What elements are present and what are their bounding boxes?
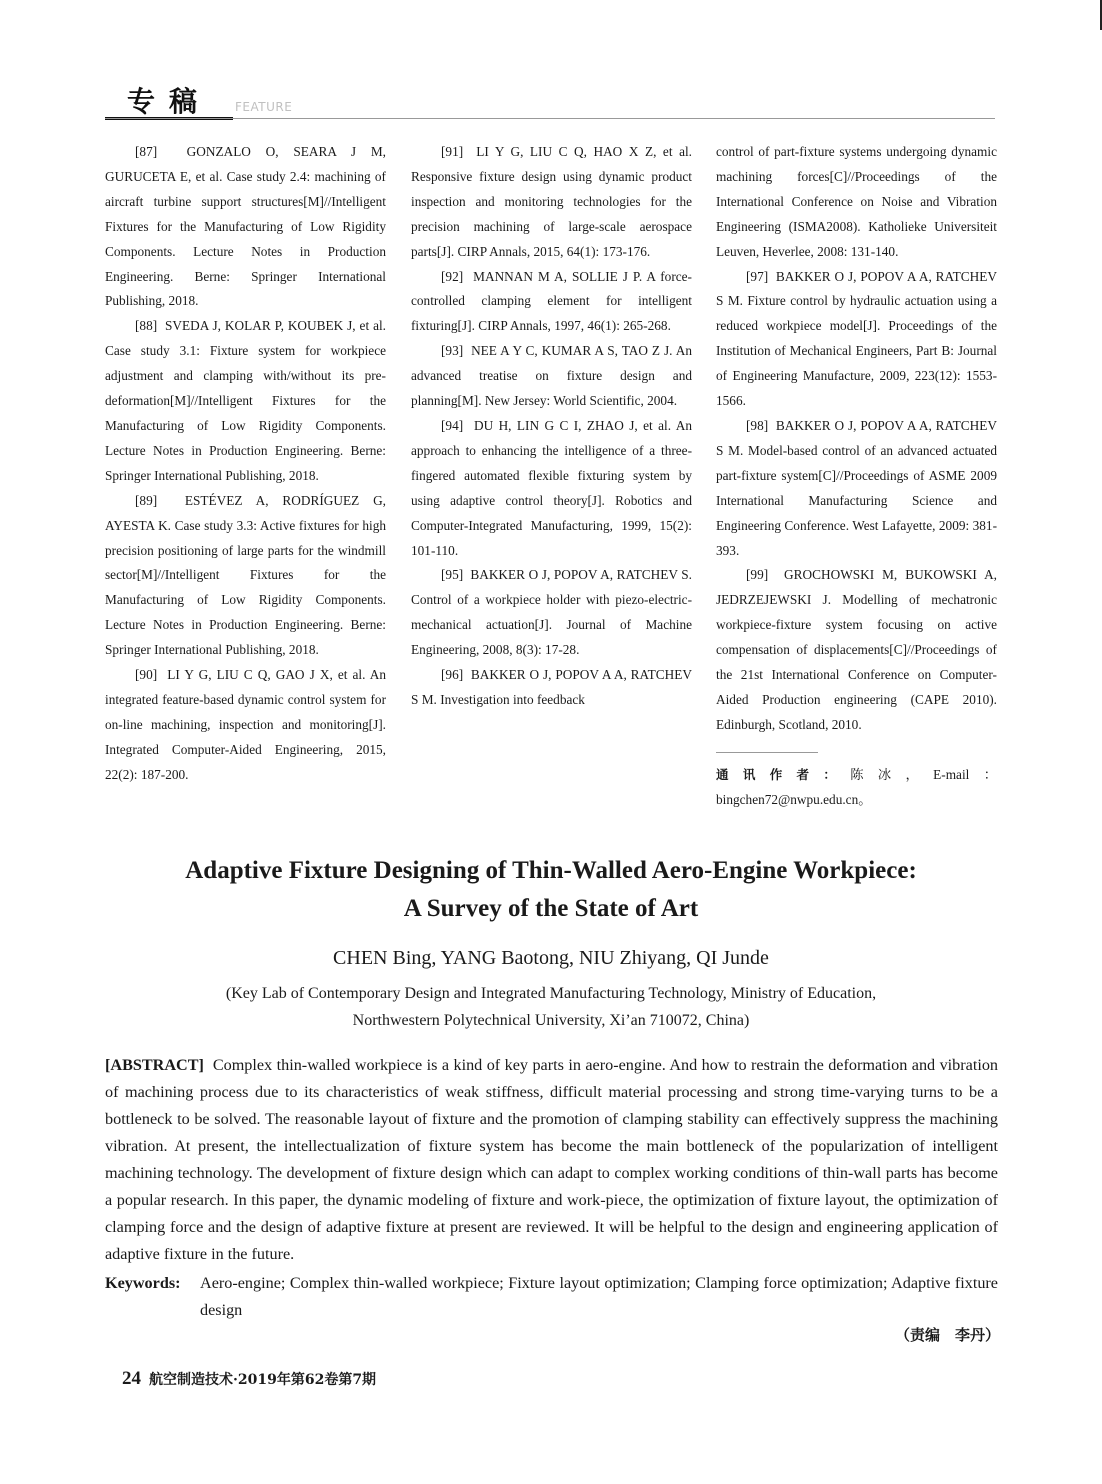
reference-item: [98] BAKKER O J, POPOV A A, RATCHEV S M. Model-based control of an advanced actuated part-fixture system[C]//Proceedings of ASME 2009 International Manufacturing Science and Engineering Conference. West Lafayette, 2009: 381-393. (716, 417, 997, 558)
reference-continuation: control of part-fixture systems undergoing dynamic machining forces[C]//Proceedings of the International Conference on Noise and Vibration Engineering (ISMA2008). Katholieke Universiteit Leuven, Heverlee, 2008: 131-140. (716, 144, 997, 259)
reference-item: [95] BAKKER O J, POPOV A, RATCHEV S. Control of a workpiece holder with piezo-electric-mechanical actuation[J]. Journal of Machine Engineering, 2008, 8(3): 17-28. (411, 567, 692, 658)
corresponding-author: 通讯作者：陈冰，E-mail：bingchen72@nwpu.edu.cn。 (716, 766, 997, 807)
references-column-1 (105, 140, 386, 788)
references-column-3 (716, 140, 997, 813)
footnote-separator (716, 752, 818, 753)
keywords-text: Aero-engine; Complex thin-walled workpiece; Fixture layout optimization; Clamping force optimization; Adaptive fixture design (200, 1274, 998, 1319)
section-title-cn: 专稿 (127, 85, 212, 118)
journal-info: 航空制造技术·2019年第62卷第7期 (149, 1372, 377, 1388)
header-rule (105, 118, 995, 119)
abstract-text: Complex thin-walled workpiece is a kind of key parts in aero-engine. And how to restrain the deformation and vibration of machining process due to its characteristics of weak stiffness, difficult material processing and strong time-varying turns to be a bottleneck to be solved. The reasonable layout of fixture and the promotion of clamping stability can effectively suppress the machining vibration. At present, the intellectualization of fixture system has become the main bottleneck of the popularization of intelligent machining technology. The development of fixture design which can adapt to complex working conditions of thin-wall parts has become a popular research. In this paper, the dynamic modeling of fixture and work-piece, the optimization of fixture layout, the optimization of clamping force and the design of adaptive fixture at present are reviewed. It will be helpful to the design and engineering application of adaptive fixture in the future. (105, 1056, 999, 1263)
english-abstract (105, 1052, 998, 1268)
section-title-en: FEATURE (235, 100, 293, 114)
english-keywords (105, 1270, 998, 1324)
reference-item: [87] GONZALO O, SEARA J M, GURUCETA E, et al. Case study 2.4: machining of aircraft turbine support structures[M]//Intelligent Fixtures for the Manufacturing of Low Rigidity Components. Lecture Notes in Production Engineering. Berne: Springer International Publishing, 2018. (105, 144, 386, 309)
page-footer (122, 1368, 376, 1390)
page-number: 24 (122, 1368, 141, 1389)
reference-item: [96] BAKKER O J, POPOV A A, RATCHEV S M. Investigation into feedback (411, 667, 692, 707)
reference-item: [93] NEE A Y C, KUMAR A S, TAO Z J. An advanced treatise on fixture design and planning[M]. New Jersey: World Scientific, 2004. (411, 343, 692, 409)
english-title: Adaptive Fixture Designing of Thin-Walled Aero-Engine Workpiece: A Survey of the State of Art (185, 857, 917, 922)
reference-item: [89] ESTÉVEZ A, RODRÍGUEZ G, AYESTA K. Case study 3.3: Active fixtures for high precision positioning of large parts for the windmill sector[M]//Intelligent Fixtures for the Manufacturing of Low Rigidity Components. Lecture Notes in Production Engineering. Berne: Springer International Publishing, 2018. (105, 492, 386, 658)
references-column-2 (411, 140, 692, 713)
english-authors: CHEN Bing, YANG Baotong, NIU Zhiyang, QI Junde (333, 947, 769, 969)
reference-item: [94] DU H, LIN G C I, ZHAO J, et al. An approach to enhancing the intelligence of a three-fingered automated flexible fixturing system by using adaptive control theory[J]. Robotics and Computer-Integrated Manufacturing, 1999, 15(2): 101-110. (411, 417, 692, 558)
keywords-label: Keywords: (105, 1274, 181, 1292)
reference-item: [99] GROCHOWSKI M, BUKOWSKI A, JEDRZEJEWSKI J. Modelling of mechatronic workpiece-fixture system focusing on active compensation of displacements[C]//Proceedings of the 21st International Conference on Computer-Aided Production engineering (CAPE 2010). Edinburgh, Scotland, 2010. (716, 567, 997, 732)
reference-item: [90] LI Y G, LIU C Q, GAO J X, et al. An integrated feature-based dynamic control system for on-line machining, inspection and monitoring[J]. Integrated Computer-Aided Engineering, 2015, 22(2): 187-200. (105, 667, 386, 782)
reference-item: [91] LI Y G, LIU C Q, HAO X Z, et al. Responsive fixture design using dynamic product inspection and monitoring technologies for the precision machining of large-scale aerospace parts[J]. CIRP Annals, 2015, 64(1): 173-176. (411, 144, 692, 259)
reference-item: [92] MANNAN M A, SOLLIE J P. A force-controlled clamping element for intelligent fixturing[J]. CIRP Annals, 1997, 46(1): 265-268. (411, 268, 692, 334)
editor-note: （责编 李丹） (894, 1326, 1000, 1344)
reference-item: [97] BAKKER O J, POPOV A A, RATCHEV S M. Fixture control by hydraulic actuation using a reduced workpiece model[J]. Proceedings of the Institution of Mechanical Engineers, Part B: Journal of Engineering Manufacture, 2009, 223(12): 1553-1566. (716, 268, 997, 409)
page-header (105, 78, 995, 122)
reference-item: [88] SVEDA J, KOLAR P, KOUBEK J, et al. Case study 3.1: Fixture system for workpiece adjustment and clamping with/without its pre-deformation[M]//Intelligent Fixtures for the Manufacturing of Low Rigidity Components. Lecture Notes in Production Engineering. Berne: Springer International Publishing, 2018. (105, 318, 386, 483)
abstract-label: [ABSTRACT] (105, 1056, 204, 1074)
english-affiliation: (Key Lab of Contemporary Design and Integrated Manufacturing Technology, Ministry of Education, Northwestern Polytechnical University, Xi’an 710072, China) (225, 985, 877, 1029)
